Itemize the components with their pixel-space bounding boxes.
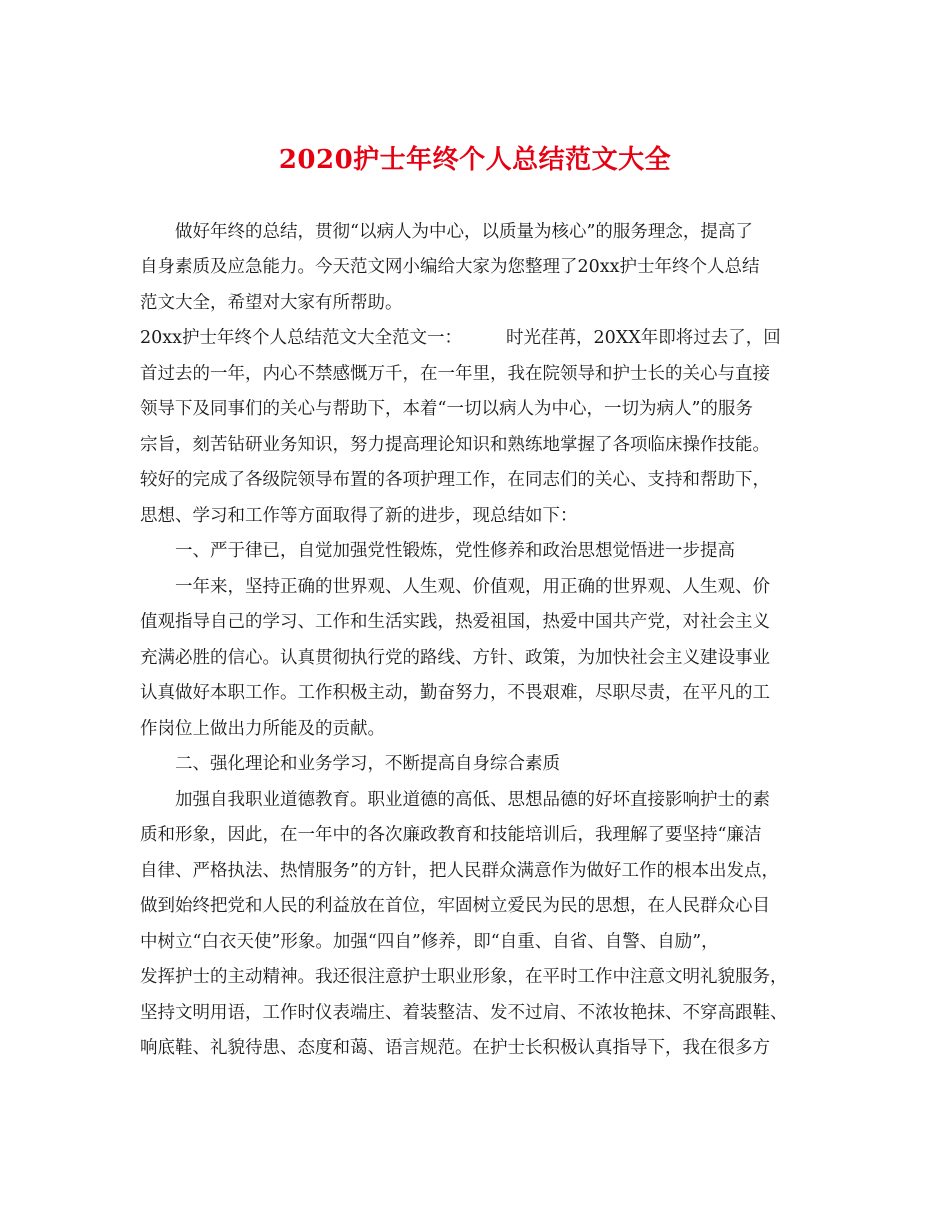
paragraph-line: 做到始终把党和人民的利益放在首位，牢固树立爱民为民的思想，在人民群众心目: [140, 896, 770, 916]
paragraph-line: 一年来，坚持正确的世界观、人生观、价值观，用正确的世界观、人生观、价: [140, 577, 770, 597]
section-heading-2: 二、强化理论和业务学习，不断提高自身综合素质: [140, 754, 560, 774]
paragraph-line: 自身素质及应急能力。今天范文网小编给大家为您整理了20xx护士年终个人总结: [140, 257, 760, 277]
paragraph-line: 质和形象，因此，在一年中的各次廉政教育和技能培训后，我理解了要坚持“廉洁: [140, 825, 762, 845]
section-heading-1: 一、严于律已，自觉加强党性锻炼，党性修养和政治思想觉悟进一步提高: [140, 541, 735, 561]
paragraph-text: 时光荏苒，20XX年即将过去了，回: [506, 328, 781, 348]
paragraph-line: 较好的完成了各级院领导布置的各项护理工作，在同志们的关心、支持和帮助下，: [140, 470, 770, 490]
paragraph-line: 响底鞋、礼貌待患、态度和蔼、语言规范。在护士长积极认真指导下，我在很多方: [140, 1038, 770, 1058]
paragraph-line: 坚持文明用语，工作时仪表端庄、着装整洁、发不过肩、不浓妆艳抹、不穿高跟鞋、: [140, 1003, 788, 1023]
paragraph-line: 值观指导自己的学习、工作和生活实践，热爱祖国，热爱中国共产党，对社会主义: [140, 612, 770, 632]
paragraph-line: 加强自我职业道德教育。职业道德的高低、思想品德的好坏直接影响护士的素: [140, 790, 770, 810]
paragraph-line: 中树立“白衣天使”形象。加强“四自”修养，即“自重、自省、自警、自励”，: [140, 932, 719, 952]
paragraph-line: 充满必胜的信心。认真贯彻执行党的路线、方针、政策，为加快社会主义建设事业: [140, 648, 770, 668]
paragraph-line: 认真做好本职工作。工作积极主动，勤奋努力，不畏艰难，尽职尽责，在平凡的工: [140, 683, 770, 703]
paragraph-line: 首过去的一年，内心不禁感慨万千，在一年里，我在院领导和护士长的关心与直接: [140, 364, 770, 384]
paragraph-line: 发挥护士的主动精神。我还很注意护士职业形象，在平时工作中注意文明礼貌服务，: [140, 967, 788, 987]
section-heading-text: 20xx护士年终个人总结范文大全范文一：: [140, 328, 463, 348]
paragraph-line: 思想、学习和工作等方面取得了新的进步，现总结如下：: [140, 506, 578, 526]
paragraph-line: 自律、严格执法、热情服务”的方针，把人民群众满意作为做好工作的根本出发点，: [140, 861, 779, 881]
paragraph-line-intro: [140, 326, 781, 350]
paragraph-line: 作岗位上做出力所能及的贡献。: [140, 719, 385, 739]
paragraph-line: 做好年终的总结，贯彻“以病人为中心，以质量为核心”的服务理念，提高了: [140, 222, 753, 242]
paragraph-line: 范文大全，希望对大家有所帮助。: [140, 293, 403, 313]
paragraph-line: 领导下及同事们的关心与帮助下，本着“一切以病人为中心，一切为病人”的服务: [140, 399, 753, 419]
paragraph-line: 宗旨，刻苦钻研业务知识，努力提高理论知识和熟练地掌握了各项临床操作技能。: [140, 435, 770, 455]
document-title: 2020护士年终个人总结范文大全: [278, 145, 672, 175]
